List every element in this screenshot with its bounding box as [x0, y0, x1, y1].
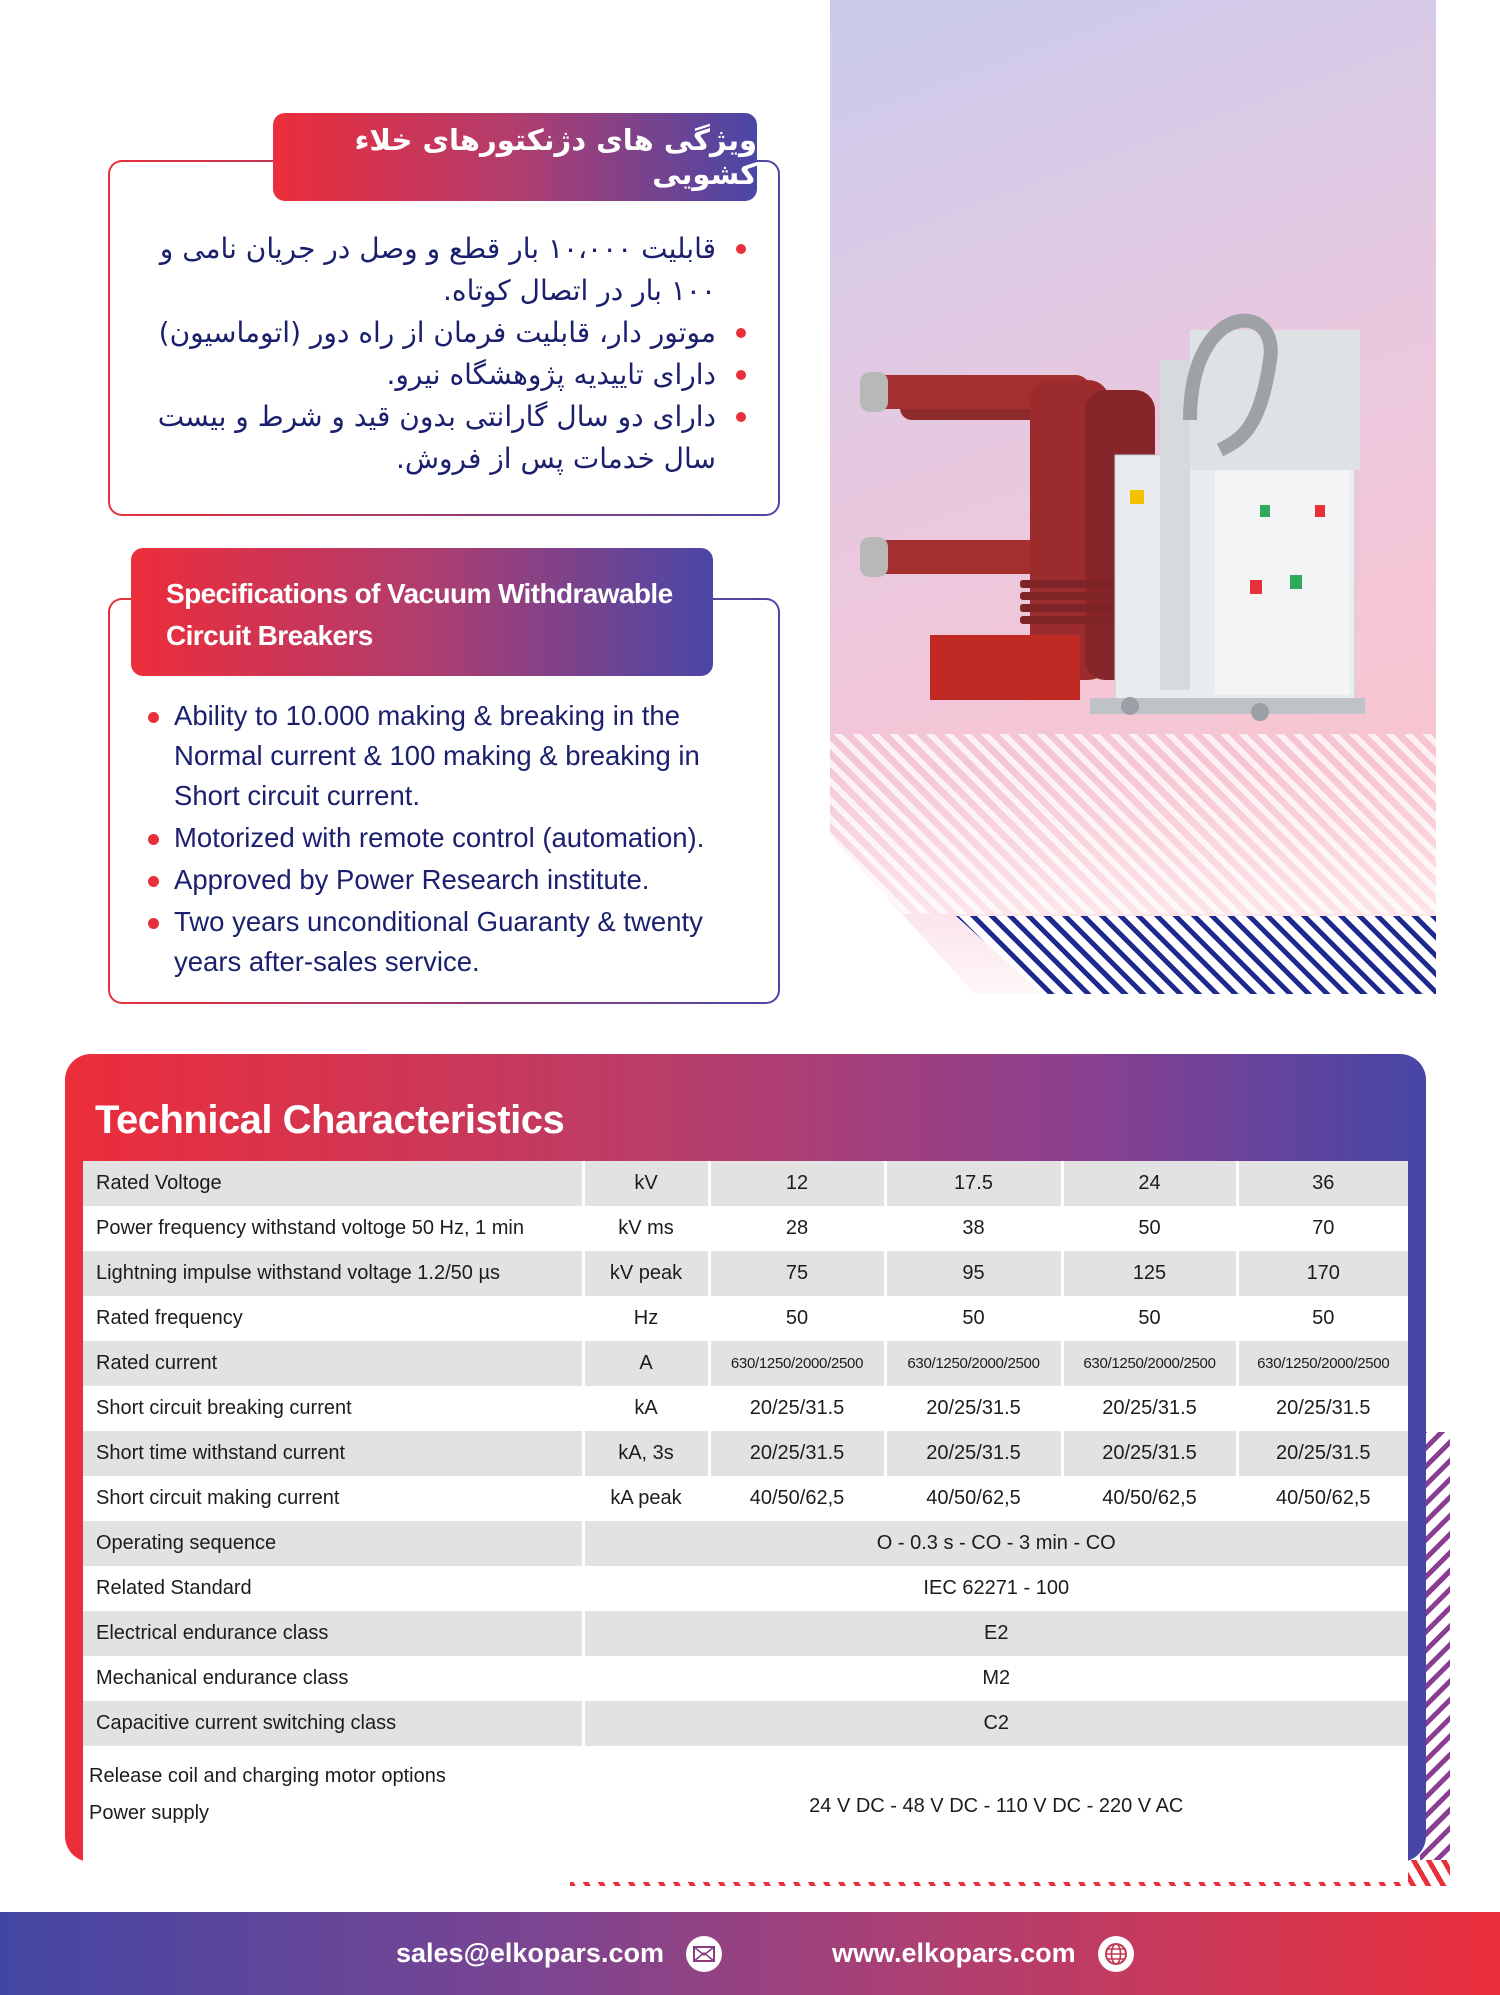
table-row — [83, 1251, 1408, 1296]
row-value: 24 — [1062, 1161, 1237, 1206]
table-row — [83, 1701, 1408, 1746]
list-item — [140, 354, 748, 396]
row-value: 20/25/31.5 — [1237, 1386, 1408, 1431]
front-panel — [1215, 470, 1350, 695]
row-value: 50 — [1062, 1206, 1237, 1251]
row-value: 50 — [885, 1296, 1062, 1341]
row-value: 630/1250/2000/2500 — [709, 1341, 885, 1386]
row-value: O - 0.3 s - CO - 3 min - CO — [583, 1521, 1408, 1566]
row-value: M2 — [583, 1656, 1408, 1701]
mounting-bracket — [930, 635, 1080, 700]
row-value: 20/25/31.5 — [1062, 1386, 1237, 1431]
globe-icon — [1098, 1936, 1134, 1972]
footer-email[interactable] — [396, 1912, 722, 1995]
row-unit: kV ms — [583, 1206, 709, 1251]
row-label: Rated current — [83, 1341, 583, 1386]
list-item — [146, 902, 766, 982]
table-row — [83, 1206, 1408, 1251]
technical-characteristics-title: Technical Characteristics — [95, 1098, 565, 1142]
list-item — [146, 818, 766, 858]
row-value: 12 — [709, 1161, 885, 1206]
bullet-icon — [148, 834, 159, 845]
row-value: 50 — [1237, 1296, 1408, 1341]
english-feature-list — [146, 696, 766, 984]
row-value: 24 V DC - 48 V DC - 110 V DC - 220 V AC — [583, 1746, 1408, 1882]
list-item-text: Two years unconditional Guaranty & twenty years after-sales service. — [174, 906, 703, 977]
bullet-icon — [736, 328, 746, 338]
button-green — [1290, 575, 1302, 589]
bullet-icon — [148, 918, 159, 929]
row-label-line: Power supply — [89, 1802, 210, 1824]
row-label — [83, 1746, 583, 1882]
row-unit: Hz — [583, 1296, 709, 1341]
list-item — [140, 396, 748, 480]
row-value: 17.5 — [885, 1161, 1062, 1206]
row-unit: A — [583, 1341, 709, 1386]
row-value: 70 — [1237, 1206, 1408, 1251]
footer-bar — [0, 1912, 1500, 1995]
contact-tip — [860, 537, 888, 577]
bullet-icon — [736, 370, 746, 380]
table-row — [83, 1656, 1408, 1701]
row-value: IEC 62271 - 100 — [583, 1566, 1408, 1611]
indicator-green — [1260, 505, 1270, 517]
row-unit: kV peak — [583, 1251, 709, 1296]
chassis-wheel — [1251, 703, 1269, 721]
table-row — [83, 1611, 1408, 1656]
list-item-text: قابلیت ۱۰،۰۰۰ بار قطع و وصل در جریان نامی و ۱۰۰ بار در اتصال کوتاه. — [159, 232, 716, 307]
row-value: 50 — [709, 1296, 885, 1341]
row-value: 125 — [1062, 1251, 1237, 1296]
envelope-icon — [686, 1936, 722, 1972]
row-label: Operating sequence — [83, 1521, 583, 1566]
bullet-icon — [148, 712, 159, 723]
warning-label — [1130, 490, 1144, 504]
persian-feature-list — [140, 228, 748, 480]
row-value: 630/1250/2000/2500 — [1237, 1341, 1408, 1386]
globe-icon-glyph — [1104, 1942, 1128, 1966]
list-item-text: دارای تاییدیه پژوهشگاه نیرو. — [386, 358, 716, 391]
table-row — [83, 1341, 1408, 1386]
row-value: 75 — [709, 1251, 885, 1296]
row-label-line: Release coil and charging motor options — [89, 1765, 446, 1787]
table-row — [83, 1296, 1408, 1341]
technical-characteristics-table — [83, 1161, 1408, 1882]
list-item — [146, 860, 766, 900]
bullet-icon — [736, 412, 746, 422]
table-row — [83, 1161, 1408, 1206]
list-item-text: Ability to 10.000 making & breaking in the Normal current & 100 making & breaking in Short circuit current. — [174, 700, 700, 811]
indicator-red — [1315, 505, 1325, 517]
table-row — [83, 1386, 1408, 1431]
list-item — [146, 696, 766, 816]
list-item-text: Motorized with remote control (automation). — [174, 822, 705, 853]
row-label: Short circuit making current — [83, 1476, 583, 1521]
row-label: Related Standard — [83, 1566, 583, 1611]
chassis-wheel — [1121, 697, 1139, 715]
list-item-text: دارای دو سال گارانتی بدون قید و شرط و بیست سال خدمات پس از فروش. — [157, 400, 716, 475]
row-value: 20/25/31.5 — [1062, 1431, 1237, 1476]
bullet-icon — [736, 244, 746, 254]
row-value: 630/1250/2000/2500 — [885, 1341, 1062, 1386]
product-image — [860, 240, 1380, 780]
row-value: 40/50/62,5 — [885, 1476, 1062, 1521]
contact-tip — [860, 372, 888, 412]
row-value: 28 — [709, 1206, 885, 1251]
list-item-text: Approved by Power Research institute. — [174, 864, 650, 895]
persian-section-title: ویژگی های دژنکتورهای خلاء کشویی — [273, 113, 757, 201]
envelope-icon-glyph — [693, 1946, 715, 1962]
row-unit: kA, 3s — [583, 1431, 709, 1476]
table-row — [83, 1566, 1408, 1611]
table-row — [83, 1476, 1408, 1521]
row-value: 170 — [1237, 1251, 1408, 1296]
row-label: Electrical endurance class — [83, 1611, 583, 1656]
row-label: Short circuit breaking current — [83, 1386, 583, 1431]
list-item-text: موتور دار، قابلیت فرمان از راه دور (اتوماسیون) — [158, 316, 716, 349]
row-label: Rated frequency — [83, 1296, 583, 1341]
row-value: 20/25/31.5 — [885, 1431, 1062, 1476]
row-unit: kA peak — [583, 1476, 709, 1521]
row-value: 20/25/31.5 — [709, 1431, 885, 1476]
bullet-icon — [148, 876, 159, 887]
row-value: 20/25/31.5 — [709, 1386, 885, 1431]
table-row — [83, 1431, 1408, 1476]
row-value: 40/50/62,5 — [709, 1476, 885, 1521]
row-label: Rated Voltoge — [83, 1161, 583, 1206]
row-value: 95 — [885, 1251, 1062, 1296]
row-label: Short time withstand current — [83, 1431, 583, 1476]
list-item — [140, 312, 748, 354]
row-label: Mechanical endurance class — [83, 1656, 583, 1701]
row-unit: kA — [583, 1386, 709, 1431]
row-value: E2 — [583, 1611, 1408, 1656]
footer-website[interactable] — [832, 1912, 1134, 1995]
row-value: 40/50/62,5 — [1062, 1476, 1237, 1521]
row-unit: kV — [583, 1161, 709, 1206]
row-value: 40/50/62,5 — [1237, 1476, 1408, 1521]
row-value: 36 — [1237, 1161, 1408, 1206]
row-label: Lightning impulse withstand voltage 1.2/50 µs — [83, 1251, 583, 1296]
row-value: C2 — [583, 1701, 1408, 1746]
table-row — [83, 1521, 1408, 1566]
website-link[interactable]: www.elkopars.com — [832, 1938, 1076, 1968]
row-value: 630/1250/2000/2500 — [1062, 1341, 1237, 1386]
row-value: 50 — [1062, 1296, 1237, 1341]
row-value: 38 — [885, 1206, 1062, 1251]
button-red — [1250, 580, 1262, 594]
row-value: 20/25/31.5 — [1237, 1431, 1408, 1476]
email-link[interactable]: sales@elkopars.com — [396, 1938, 664, 1968]
table-row — [83, 1746, 1408, 1882]
row-value: 20/25/31.5 — [885, 1386, 1062, 1431]
row-label: Power frequency withstand voltoge 50 Hz, 1 min — [83, 1206, 583, 1251]
list-item — [140, 228, 748, 312]
english-section-title: Specifications of Vacuum Withdrawable Circuit Breakers — [131, 548, 713, 676]
row-label: Capacitive current switching class — [83, 1701, 583, 1746]
